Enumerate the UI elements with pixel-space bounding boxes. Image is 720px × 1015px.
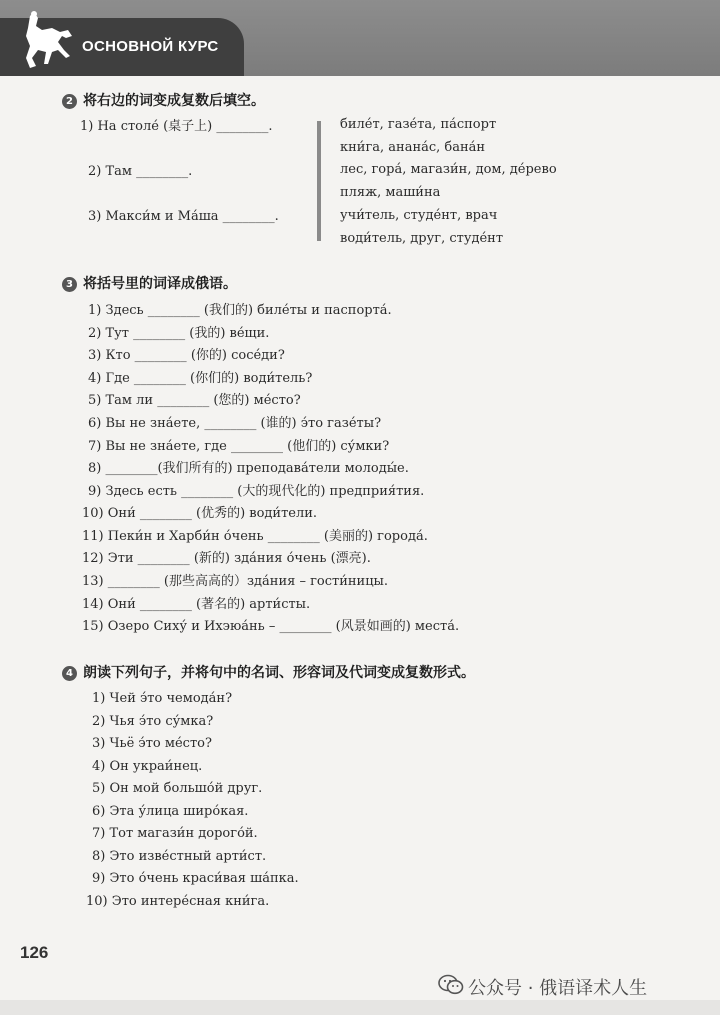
- ex3-item: 7) Вы не зна́ете, где ________ (他们的) су́мки?: [88, 439, 390, 454]
- word-bank-line: учи́тель, студе́нт, врач: [340, 208, 498, 223]
- ex4-item: 7) Тот магази́н дорого́й.: [92, 826, 258, 841]
- ex3-item: 13) ________ (那些高高的）зда́ния – гости́ницы.: [82, 574, 389, 589]
- ex2-item: 2) Там ________.: [88, 164, 193, 179]
- ex2-instruction: 将右边的词变成复数后填空。: [83, 93, 265, 109]
- word-bank-divider: [317, 121, 321, 241]
- ex3-item: 14) Они́ ________ (著名的) арти́сты.: [82, 597, 311, 612]
- word-bank-line: води́тель, друг, студе́нт: [340, 231, 504, 246]
- ex3-item: 1) Здесь ________ (我们的) биле́ты и паспорта́.: [88, 303, 392, 318]
- ex4-instruction: 朗读下列句子，并将句中的名词、形容词及代词变成复数形式。: [83, 665, 475, 681]
- ex4-item: 9) Это о́чень краси́вая ша́пка.: [92, 871, 299, 886]
- horseman-logo-icon: [12, 6, 82, 76]
- ex4-item: 8) Это изве́стный арти́ст.: [92, 849, 267, 864]
- ex3-heading: [62, 275, 237, 293]
- ex4-item: 6) Эта у́лица широ́кая.: [92, 804, 249, 819]
- ex4-item: 1) Чей э́то чемода́н?: [92, 691, 233, 706]
- ex4-item: 5) Он мой большо́й друг.: [92, 781, 263, 796]
- ex3-item: 12) Эти ________ (新的) зда́ния о́чень (漂亮).: [82, 551, 371, 566]
- ex3-number-badge: 3: [62, 277, 77, 292]
- ex3-item: 3) Кто ________ (你的) сосе́ди?: [88, 348, 285, 363]
- ex3-item: 9) Здесь есть ________ (大的现代化的) предприя́тия.: [88, 484, 425, 499]
- ex3-item: 8) ________(我们所有的) преподава́тели молоды́е.: [88, 461, 409, 476]
- ex4-heading: [62, 664, 475, 682]
- watermark-text: 公众号 · 俄语译术人生: [468, 978, 648, 999]
- ex4-item: 3) Чьё э́то ме́сто?: [92, 736, 212, 751]
- ex2-heading: [62, 92, 265, 110]
- ex4-item: 2) Чья э́то су́мка?: [92, 714, 214, 729]
- bottom-band: [0, 1000, 720, 1015]
- ex2-item: 3) Макси́м и Ма́ша ________.: [88, 209, 279, 224]
- page-number: 126: [20, 943, 49, 962]
- word-bank-line: лес, гора́, магази́н, дом, де́рево: [340, 162, 557, 177]
- word-bank-line: кни́га, анана́с, бана́н: [340, 140, 486, 155]
- word-bank-line: пляж, маши́на: [340, 185, 441, 200]
- ex3-item: 5) Там ли ________ (您的) ме́сто?: [88, 393, 301, 408]
- course-title: ОСНОВНОЙ КУРС: [82, 38, 219, 55]
- ex3-item: 10) Они́ ________ (优秀的) води́тели.: [82, 506, 318, 521]
- ex3-item: 15) Озеро Сиху́ и Ихэюа́нь – ________ (风景如画的) места́.: [82, 619, 460, 634]
- ex2-number-badge: 2: [62, 94, 77, 109]
- ex4-item: 4) Он украи́нец.: [92, 759, 203, 774]
- wechat-logo-icon: [438, 974, 464, 996]
- ex3-item: 6) Вы не зна́ете, ________ (谁的) э́то газе́ты?: [88, 416, 382, 431]
- ex3-item: 4) Где ________ (你们的) води́тель?: [88, 371, 313, 386]
- word-bank-line: биле́т, газе́та, па́спорт: [340, 117, 497, 132]
- ex3-item: 2) Тут ________ (我的) ве́щи.: [88, 326, 270, 341]
- ex4-item: 10) Это интере́сная кни́га.: [86, 894, 270, 909]
- ex3-instruction: 将括号里的词译成俄语。: [83, 276, 237, 292]
- ex4-number-badge: 4: [62, 666, 77, 681]
- ex2-item: 1) На столе́ (桌子上) ________.: [80, 119, 273, 134]
- ex3-item: 11) Пеки́н и Харби́н о́чень ________ (美丽的) города́.: [82, 529, 428, 544]
